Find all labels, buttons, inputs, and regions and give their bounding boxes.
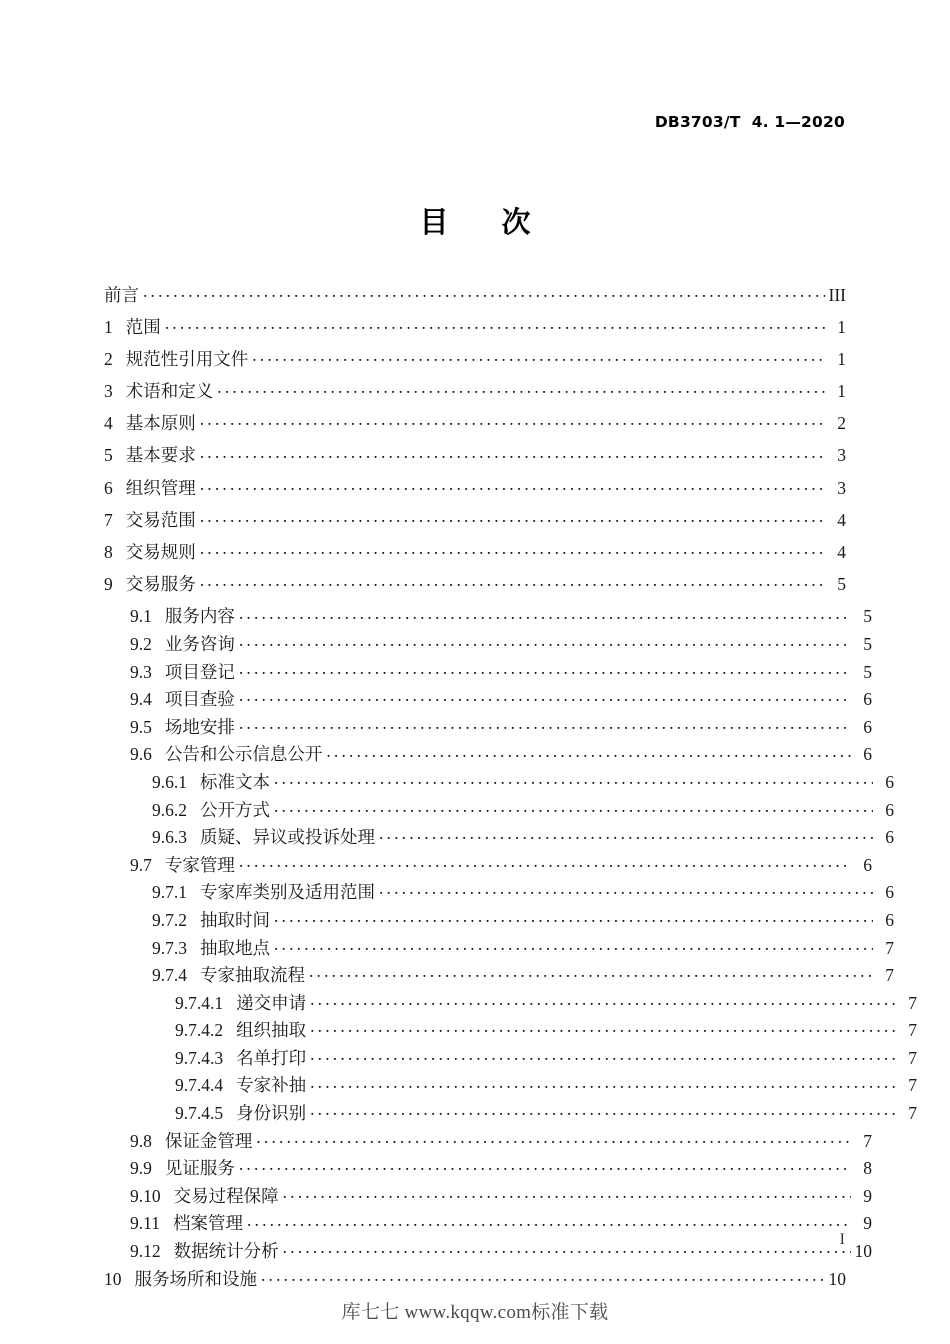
- toc-entry[interactable]: [104, 605, 872, 633]
- toc-entry[interactable]: [104, 743, 872, 771]
- toc-leader-dots: [239, 660, 851, 678]
- toc-entry-page-number: 4: [837, 509, 846, 530]
- toc-entry-label: 项目登记: [164, 661, 235, 682]
- toc-entry[interactable]: [104, 347, 846, 379]
- toc-leader-dots: [283, 1184, 851, 1202]
- toc-leader-dots: [247, 1212, 851, 1230]
- toc-entry[interactable]: [104, 1019, 917, 1047]
- toc-entry-label: 递交申请: [236, 992, 307, 1013]
- toc-leader-dots: [252, 347, 825, 365]
- toc-leader-dots: [165, 315, 825, 333]
- toc-entry-number: 6: [104, 477, 113, 498]
- toc-entry[interactable]: [104, 632, 872, 660]
- toc-entry-label: 交易过程保障: [173, 1185, 279, 1206]
- toc-entry[interactable]: [104, 660, 872, 688]
- toc-leader-dots: [310, 991, 896, 1009]
- toc-entry-number: 9.11: [130, 1213, 160, 1234]
- toc-entry-number: 8: [104, 542, 113, 562]
- toc-entry[interactable]: [104, 715, 872, 743]
- toc-entry-number: 9.7: [130, 854, 152, 875]
- toc-entry-label: 术语和定义: [125, 381, 214, 402]
- toc-leader-dots: [310, 1046, 896, 1064]
- document-header-standard-number: DB3703/T 4. 1—2020: [654, 113, 845, 131]
- toc-leader-dots: [200, 444, 825, 462]
- toc-entry-page-number: 9: [863, 1213, 872, 1234]
- toc-entry-label: 专家管理: [164, 854, 235, 875]
- toc-entry-label: 组织抽取: [236, 1020, 307, 1041]
- toc-entry-page-number: 7: [908, 1047, 917, 1068]
- toc-entry-label: 抽取地点: [200, 937, 270, 958]
- toc-entry-label: 专家抽取流程: [200, 965, 305, 986]
- toc-entry-number: 9.1: [130, 606, 152, 627]
- toc-entry-number: 9.6.2: [152, 799, 187, 820]
- toc-leader-dots: [256, 1129, 851, 1147]
- toc-entry-label: 业务咨询: [164, 633, 235, 654]
- toc-entry-page-number: 7: [908, 992, 917, 1013]
- toc-leader-dots: [200, 476, 825, 494]
- toc-leader-dots: [310, 1074, 896, 1092]
- page-number: I: [839, 1231, 845, 1248]
- toc-entry-number: 9: [104, 574, 113, 595]
- toc-entry-number: 9.8: [130, 1130, 152, 1151]
- toc-entry-number: 9.7.4.4: [175, 1075, 224, 1096]
- toc-entry-page-number: 8: [863, 1158, 872, 1179]
- toc-leader-dots: [239, 715, 851, 733]
- toc-entry-page-number: 6: [885, 909, 894, 930]
- toc-entry-number: 9.7.3: [152, 937, 187, 958]
- toc-entry-page-number: 1: [837, 348, 846, 369]
- toc-entry-label: 专家库类别及适用范围: [200, 882, 375, 903]
- toc-entry-page-number: 7: [908, 1103, 917, 1124]
- toc-entry-number: 9.10: [130, 1185, 161, 1206]
- toc-entry-page-number: 7: [885, 965, 894, 986]
- toc-entry[interactable]: [104, 770, 894, 798]
- toc-entry-number: 3: [104, 381, 113, 402]
- toc-entry-label: 规范性引用文件: [125, 348, 249, 369]
- toc-entry-number: 9.7.4.3: [175, 1047, 224, 1068]
- toc-entry-page-number: 6: [885, 827, 894, 848]
- toc-entry[interactable]: [104, 476, 846, 508]
- toc-entry[interactable]: [104, 573, 846, 605]
- toc-entry[interactable]: [104, 1074, 917, 1102]
- toc-entry-label: 公开方式: [200, 799, 270, 820]
- toc-leader-dots: [310, 1019, 896, 1037]
- toc-entry-number: 2: [104, 348, 113, 369]
- toc-leader-dots: [274, 770, 873, 788]
- toc-entry-number: 9.7.1: [152, 882, 187, 903]
- toc-leader-dots: [274, 908, 873, 926]
- toc-leader-dots: [200, 508, 825, 526]
- table-of-contents: [104, 283, 917, 1299]
- toc-entry-number: 9.7.4.2: [175, 1020, 224, 1041]
- toc-entry-page-number: 5: [863, 661, 872, 682]
- toc-entry-page-number: 10: [828, 1268, 846, 1289]
- toc-entry[interactable]: [104, 798, 894, 826]
- toc-entry[interactable]: [104, 508, 846, 540]
- toc-leader-dots: [309, 964, 873, 982]
- toc-entry-page-number: 6: [863, 716, 872, 737]
- toc-entry-label: 数据统计分析: [173, 1241, 279, 1262]
- toc-entry-number: 10: [104, 1268, 122, 1289]
- toc-entry[interactable]: [104, 826, 894, 854]
- toc-leader-dots: [239, 632, 851, 650]
- toc-entry-label: 质疑、异议或投诉处理: [200, 827, 375, 848]
- toc-entry-label: 组织管理: [125, 477, 196, 498]
- toc-entry-label: 标准文本: [200, 771, 270, 792]
- toc-entry-number: 4: [104, 413, 113, 434]
- toc-entry[interactable]: [104, 991, 917, 1019]
- toc-entry-page-number: 3: [837, 445, 846, 466]
- toc-entry-label: 前言: [104, 284, 139, 305]
- toc-entry-number: 9.3: [130, 661, 152, 682]
- toc-entry-label: 场地安排: [164, 716, 235, 737]
- toc-entry-label: 项目查验: [164, 689, 235, 710]
- toc-entry[interactable]: [104, 853, 872, 881]
- toc-entry-label: 基本原则: [125, 413, 196, 434]
- toc-entry-label: 基本要求: [125, 445, 196, 466]
- toc-entry-number: 9.9: [130, 1158, 152, 1179]
- toc-entry-label: 服务内容: [164, 606, 235, 627]
- toc-entry-page-number: 5: [837, 574, 846, 595]
- toc-entry-page-number: 7: [908, 1075, 917, 1096]
- toc-entry-number: 9.6: [130, 744, 152, 765]
- toc-leader-dots: [200, 573, 825, 591]
- toc-entry[interactable]: [104, 936, 894, 964]
- toc-entry-label: 抽取时间: [200, 909, 270, 930]
- toc-entry-page-number: 7: [863, 1130, 872, 1151]
- toc-leader-dots: [261, 1267, 825, 1285]
- toc-entry-label: 保证金管理: [164, 1130, 253, 1151]
- toc-leader-dots: [200, 541, 825, 559]
- toc-entry-number: 9.7.2: [152, 909, 187, 930]
- toc-leader-dots: [239, 853, 851, 871]
- toc-entry-page-number: 5: [863, 633, 872, 654]
- toc-entry-page-number: 2: [837, 413, 846, 434]
- toc-entry-page-number: 9: [863, 1185, 872, 1206]
- toc-entry-page-number: 1: [837, 316, 846, 337]
- toc-entry-number: 9.12: [130, 1241, 161, 1262]
- toc-entry[interactable]: [104, 908, 894, 936]
- toc-leader-dots: [239, 605, 851, 623]
- toc-entry-page-number: 7: [885, 937, 894, 958]
- toc-entry[interactable]: [104, 1102, 917, 1130]
- toc-entry-number: 9.7.4.5: [175, 1103, 224, 1124]
- toc-entry-label: 专家补抽: [236, 1075, 307, 1096]
- toc-entry[interactable]: [104, 1129, 872, 1157]
- toc-entry-label: 档案管理: [172, 1213, 243, 1234]
- toc-entry[interactable]: [104, 444, 846, 476]
- toc-entry-label: 服务场所和设施: [134, 1268, 257, 1289]
- toc-entry-page-number: 5: [863, 606, 872, 627]
- toc-entry-number: 9.7.4: [152, 965, 187, 986]
- toc-leader-dots: [239, 688, 851, 706]
- toc-entry[interactable]: [104, 1157, 872, 1185]
- toc-entry[interactable]: [104, 315, 846, 347]
- toc-entry-number: 1: [104, 316, 113, 337]
- toc-entry-page-number: 6: [885, 799, 894, 820]
- toc-entry[interactable]: [104, 541, 846, 573]
- toc-entry-number: 7: [104, 509, 113, 530]
- toc-leader-dots: [379, 826, 873, 844]
- toc-entry-number: 9.6.1: [152, 771, 187, 792]
- toc-leader-dots: [379, 881, 873, 899]
- toc-entry-page-number: 10: [854, 1241, 872, 1262]
- toc-leader-dots: [310, 1102, 896, 1120]
- toc-entry-label: 公告和公示信息公开: [164, 744, 323, 765]
- toc-entry[interactable]: [104, 283, 846, 315]
- toc-leader-dots: [143, 283, 825, 301]
- toc-entry-number: 9.4: [130, 689, 152, 710]
- toc-entry-label: 交易范围: [125, 509, 196, 530]
- toc-entry-page-number: 7: [908, 1020, 917, 1041]
- toc-entry-label: 身份识别: [236, 1103, 307, 1124]
- toc-entry[interactable]: [104, 688, 872, 716]
- toc-entry[interactable]: [104, 1184, 872, 1212]
- toc-entry-number: 9.5: [130, 716, 152, 737]
- toc-entry-page-number: 1: [837, 381, 846, 402]
- toc-entry-label: 见证服务: [164, 1158, 235, 1179]
- toc-entry-page-number: 4: [837, 542, 846, 562]
- toc-entry-page-number: 3: [837, 477, 846, 498]
- footer-watermark: 库七七 www.kqqw.com标准下载: [341, 1302, 609, 1323]
- toc-entry-number: 9.2: [130, 633, 152, 654]
- toc-leader-dots: [274, 936, 873, 954]
- toc-leader-dots: [239, 1157, 851, 1175]
- toc-leader-dots: [200, 412, 825, 430]
- toc-entry-label: 范围: [125, 316, 161, 337]
- toc-entry-label: 交易服务: [125, 574, 196, 595]
- page-title: 目 次: [419, 207, 543, 239]
- toc-entry[interactable]: [104, 1267, 846, 1299]
- toc-leader-dots: [274, 798, 873, 816]
- toc-entry-number: 9.6.3: [152, 827, 187, 848]
- toc-entry-page-number: 6: [863, 854, 872, 875]
- toc-entry[interactable]: [104, 412, 846, 444]
- toc-entry-page-number: 6: [863, 689, 872, 710]
- toc-entry-page-number: 6: [863, 744, 872, 765]
- toc-entry[interactable]: [104, 881, 894, 909]
- toc-leader-dots: [326, 743, 851, 761]
- toc-entry-page-number: 6: [885, 882, 894, 903]
- toc-entry-label: 名单打印: [236, 1047, 307, 1068]
- toc-entry[interactable]: [104, 380, 846, 412]
- toc-entry-page-number: 6: [885, 771, 894, 792]
- toc-entry-number: 9.7.4.1: [175, 992, 224, 1013]
- toc-entry-page-number: III: [828, 284, 846, 305]
- toc-entry[interactable]: [104, 1046, 917, 1074]
- toc-leader-dots: [217, 380, 825, 398]
- toc-entry[interactable]: [104, 964, 894, 992]
- toc-entry-label: 交易规则: [125, 542, 196, 562]
- toc-entry-number: 5: [104, 445, 113, 466]
